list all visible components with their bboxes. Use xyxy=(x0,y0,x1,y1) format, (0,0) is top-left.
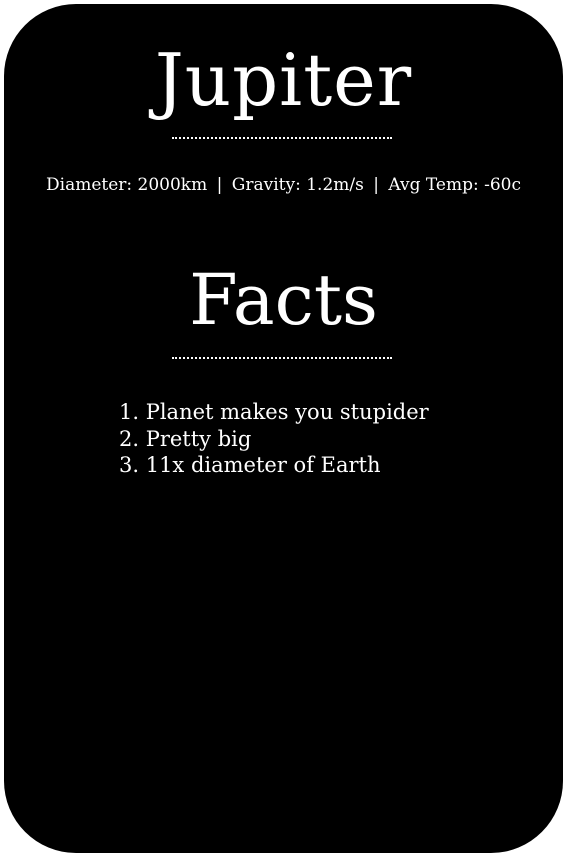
gravity-stat: Gravity: 1.2m/s xyxy=(231,175,364,195)
diameter-stat: Diameter: 2000km xyxy=(46,175,208,195)
temperature-stat: Avg Temp: -60c xyxy=(388,175,521,195)
stat-separator: | xyxy=(373,175,379,195)
fact-item: 3. 11x diameter of Earth xyxy=(119,453,381,477)
facts-divider xyxy=(172,357,392,359)
planet-stats xyxy=(4,174,563,196)
planet-card xyxy=(4,4,563,853)
fact-item: 1. Planet makes you stupider xyxy=(119,400,429,424)
planet-title: Jupiter xyxy=(154,38,413,122)
title-divider xyxy=(172,137,392,139)
fact-item: 2. Pretty big xyxy=(119,426,252,451)
facts-list xyxy=(119,399,429,479)
stat-separator: | xyxy=(216,175,223,195)
facts-heading: Facts xyxy=(189,259,378,341)
